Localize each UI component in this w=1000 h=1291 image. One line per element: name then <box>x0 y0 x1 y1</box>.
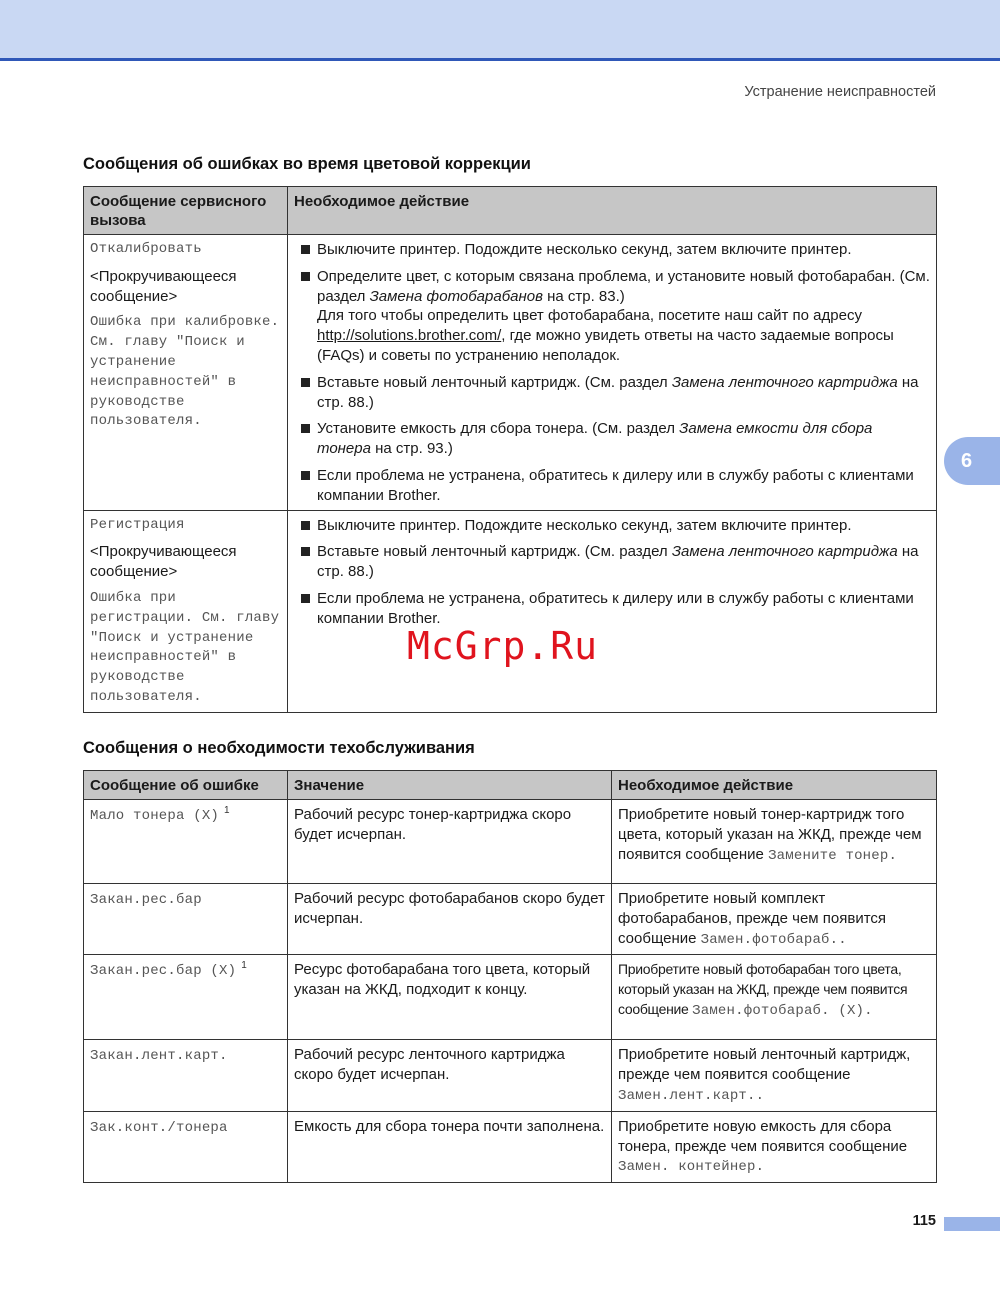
column-header: Сообщение сервисного вызова <box>84 187 288 235</box>
meaning-cell: Ресурс фотобарабана того цвета, который указан на ЖКД, подходит к концу. <box>288 955 612 1040</box>
message-cell: Закан.лент.карт. <box>84 1040 288 1111</box>
list-item: Установите емкость для сбора тонера. (См. раздел Замена емкости для сбора тонера на стр. 93.) <box>294 419 930 459</box>
list-item: Вставьте новый ленточный картридж. (См. раздел Замена ленточного картриджа на стр. 88.) <box>294 542 930 582</box>
table-row <box>84 1040 937 1111</box>
table-row <box>84 1111 937 1182</box>
column-header: Значение <box>288 771 612 800</box>
action-cell: Приобретите новый тонер-картридж того цвета, который указан на ЖКД, прежде чем появится сообщение Замените тонер. <box>612 800 937 884</box>
message-cell <box>84 235 288 511</box>
chapter-tab: 6 <box>944 437 1000 485</box>
header-band <box>0 0 1000 61</box>
column-header: Необходимое действие <box>612 771 937 800</box>
scroll-message-label: <Прокручивающееся сообщение> <box>90 543 237 581</box>
action-cell <box>288 235 937 511</box>
action-cell: Приобретите новый ленточный картридж, прежде чем появится сообщение Замен.лент.карт.. <box>612 1040 937 1111</box>
page-number: 115 <box>912 1213 936 1229</box>
message-cell: Закан.рес.бар (X) $^1$ <box>84 955 288 1040</box>
bullet-icon <box>301 521 310 530</box>
service-message-detail: Ошибка при калибровке. См. главу "Поиск и устранение неисправностей" в руководстве пользователя. <box>90 314 280 430</box>
section-title-color-errors: Сообщения об ошибках во время цветовой коррекции <box>83 155 531 173</box>
meaning-cell: Рабочий ресурс тонер-картриджа скоро будет исчерпан. <box>288 800 612 884</box>
bullet-icon <box>301 547 310 556</box>
bullet-icon <box>301 594 310 603</box>
list-item: Определите цвет, с которым связана проблема, и установите новый фотобарабан. (См. раздел Замена фотобарабанов на стр. 83.) Для того чтобы определить цвет фотобарабана, посетите наш сайт по адресу http://solutions.brother.com/, где можно увидеть ответы на часто задаемые вопросы (FAQs) и советы по устранению неполадок. <box>294 267 930 366</box>
footer-band <box>944 1217 1000 1231</box>
bullet-icon <box>301 471 310 480</box>
table-row <box>84 510 937 712</box>
column-header: Сообщение об ошибке <box>84 771 288 800</box>
table-row <box>84 235 937 511</box>
message-cell <box>84 510 288 712</box>
list-item: Выключите принтер. Подождите несколько секунд, затем включите принтер. <box>294 516 930 536</box>
list-item: Если проблема не устранена, обратитесь к дилеру или в службу работы с клиентами компании Brother. <box>294 589 930 629</box>
bullet-icon <box>301 245 310 254</box>
table-header-row <box>84 771 937 800</box>
maintenance-message-table <box>83 770 937 1183</box>
list-item: Вставьте новый ленточный картридж. (См. раздел Замена ленточного картриджа на стр. 88.) <box>294 373 930 413</box>
list-item: Если проблема не устранена, обратитесь к дилеру или в службу работы с клиентами компании Brother. <box>294 466 930 506</box>
message-cell: Зак.конт./тонера <box>84 1111 288 1182</box>
action-cell: Приобретите новый фотобарабан того цвета, который указан на ЖКД, прежде чем появится сообщение Замен.фотобараб. (X). <box>612 955 937 1040</box>
action-cell: Приобретите новый комплект фотобарабанов, прежде чем появится сообщение Замен.фотобараб.. <box>612 884 937 955</box>
column-header: Необходимое действие <box>288 187 937 235</box>
bullet-icon <box>301 424 310 433</box>
message-cell: Мало тонера (X) $^1$ <box>84 800 288 884</box>
list-item: Выключите принтер. Подождите несколько секунд, затем включите принтер. <box>294 240 930 260</box>
action-cell: Приобретите новую емкость для сбора тонера, прежде чем появится сообщение Замен. контейнер. <box>612 1111 937 1182</box>
watermark: McGrp.Ru <box>407 624 599 668</box>
running-title: Устранение неисправностей <box>744 84 936 100</box>
table-row <box>84 884 937 955</box>
service-message-code: Регистрация <box>90 516 185 533</box>
table-row <box>84 955 937 1040</box>
table-header-row <box>84 187 937 235</box>
meaning-cell: Рабочий ресурс ленточного картриджа скоро будет исчерпан. <box>288 1040 612 1111</box>
meaning-cell: Рабочий ресурс фотобарабанов скоро будет исчерпан. <box>288 884 612 955</box>
service-message-detail: Ошибка при регистрации. См. главу "Поиск и устранение неисправностей" в руководстве пользователя. <box>90 589 280 705</box>
support-link[interactable]: http://solutions.brother.com/ <box>317 327 502 345</box>
meaning-cell: Емкость для сбора тонера почти заполнена. <box>288 1111 612 1182</box>
bullet-icon <box>301 272 310 281</box>
section-title-maintenance: Сообщения о необходимости техобслуживания <box>83 739 475 757</box>
table-row <box>84 800 937 884</box>
service-message-code: Откалибровать <box>90 241 202 257</box>
scroll-message-label: <Прокручивающееся сообщение> <box>90 267 237 305</box>
footnote-marker: 1 <box>241 960 247 972</box>
bullet-icon <box>301 378 310 387</box>
action-cell <box>288 510 937 712</box>
footnote-marker: 1 <box>224 805 230 816</box>
message-cell: Закан.рес.бар <box>84 884 288 955</box>
